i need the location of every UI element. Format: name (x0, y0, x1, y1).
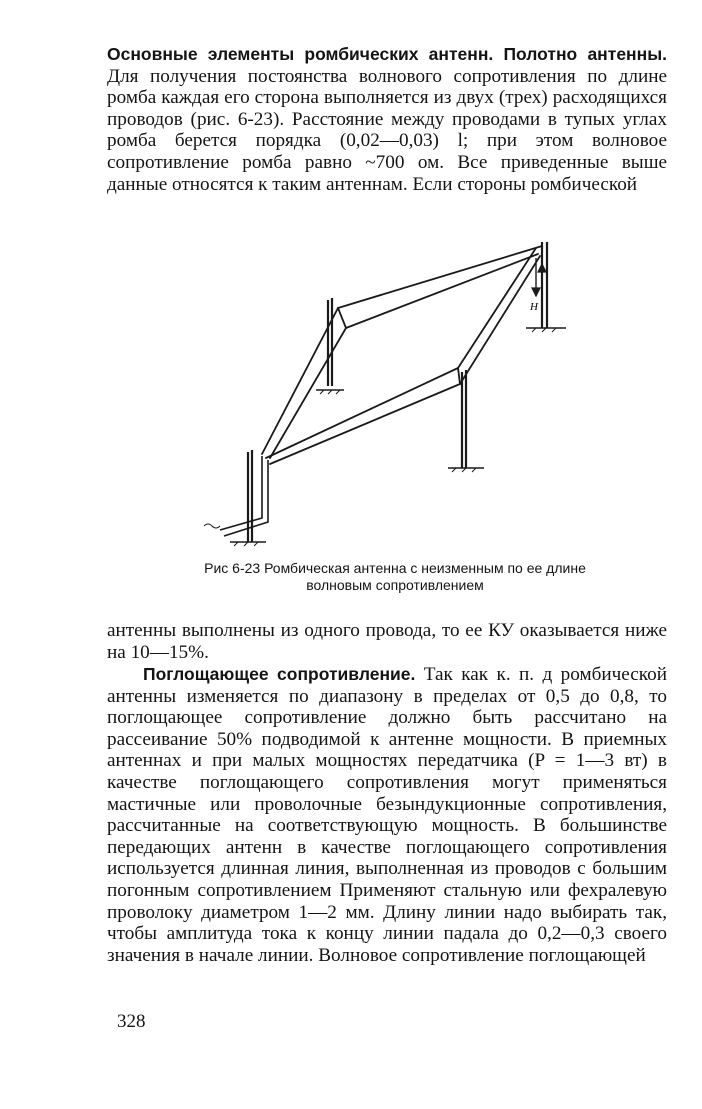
wire-upper-right-b (346, 254, 538, 328)
paragraph-body: Так как к. п. д ромбической антенны изменяется по диапазону в пределах от 0,5 до 0,8, то поглощающее сопротивление должно быть рассчитано на рассеивание 50% подводимой к антенне мощности. В приемных антеннах и при малых мощностях передатчика (P = 1—3 вт) в качестве поглощающего сопротивления могут применяться мастичные или проволочные безындукционные сопротивления, рассчитанные на соответствующую мощность. В большинстве передающих антенн в качестве поглощающего сопротивления используется длинная линия, выполненная из проводов с большим погонным сопротивлением Применяют стальную или фехралевую проволоку диаметром 1—2 мм. Длину линии надо выбирать так, чтобы амплитуда тока к концу линии падала до 0,2—0,3 своего значения в начале линии. Волновое сопротивление поглощающей (107, 664, 668, 966)
wire-lower-left-a (266, 368, 458, 458)
wire-lower-right-b (460, 256, 540, 384)
ground-marks (204, 328, 556, 546)
paragraph-body: Для получения постоянства волнового сопротивления по длине ромба каждая его сторона выполняется из двух (трех) расходящихся проводов (рис. 6-23). Расстояние между проводами в тупых углах ромба берется порядка (0,02—0,03) l; при этом волновое сопротивление ромба равно ~700 ом. Все приведенные выше данные относятся к таким антеннам. Если стороны ромбической (107, 65, 667, 195)
wire-lower-left-b (270, 384, 460, 464)
wire-lower-right-a (458, 248, 536, 368)
corner-right-spreader (458, 368, 460, 384)
section-heading-elements: Основные элементы ромбических антенн. Полотно антенны. (107, 44, 667, 64)
page-number: 328 (117, 1011, 146, 1032)
section-heading-absorber: Поглощающее сопротивление. (143, 664, 416, 684)
arrow-down (532, 288, 540, 296)
wire-upper-right-a (338, 246, 542, 308)
rhombic-antenna-drawing (190, 236, 590, 558)
feeder-line (220, 456, 262, 530)
paragraph-absorbing-resistance (107, 664, 667, 966)
paragraph-continuation: антенны выполнены из одного провода, то ее КУ оказывается ниже на 10—15%. (107, 620, 667, 663)
wire-upper-left-a (262, 308, 338, 454)
corner-left-spreader (338, 308, 346, 328)
figure-caption: Рис 6-23 Ромбическая антенна с неизменным по ее длине волновым сопротивлением (204, 560, 586, 593)
label-h: H (530, 301, 538, 313)
paragraph-rhombic-elements (107, 44, 667, 195)
rhombic-antenna-figure (190, 236, 590, 558)
